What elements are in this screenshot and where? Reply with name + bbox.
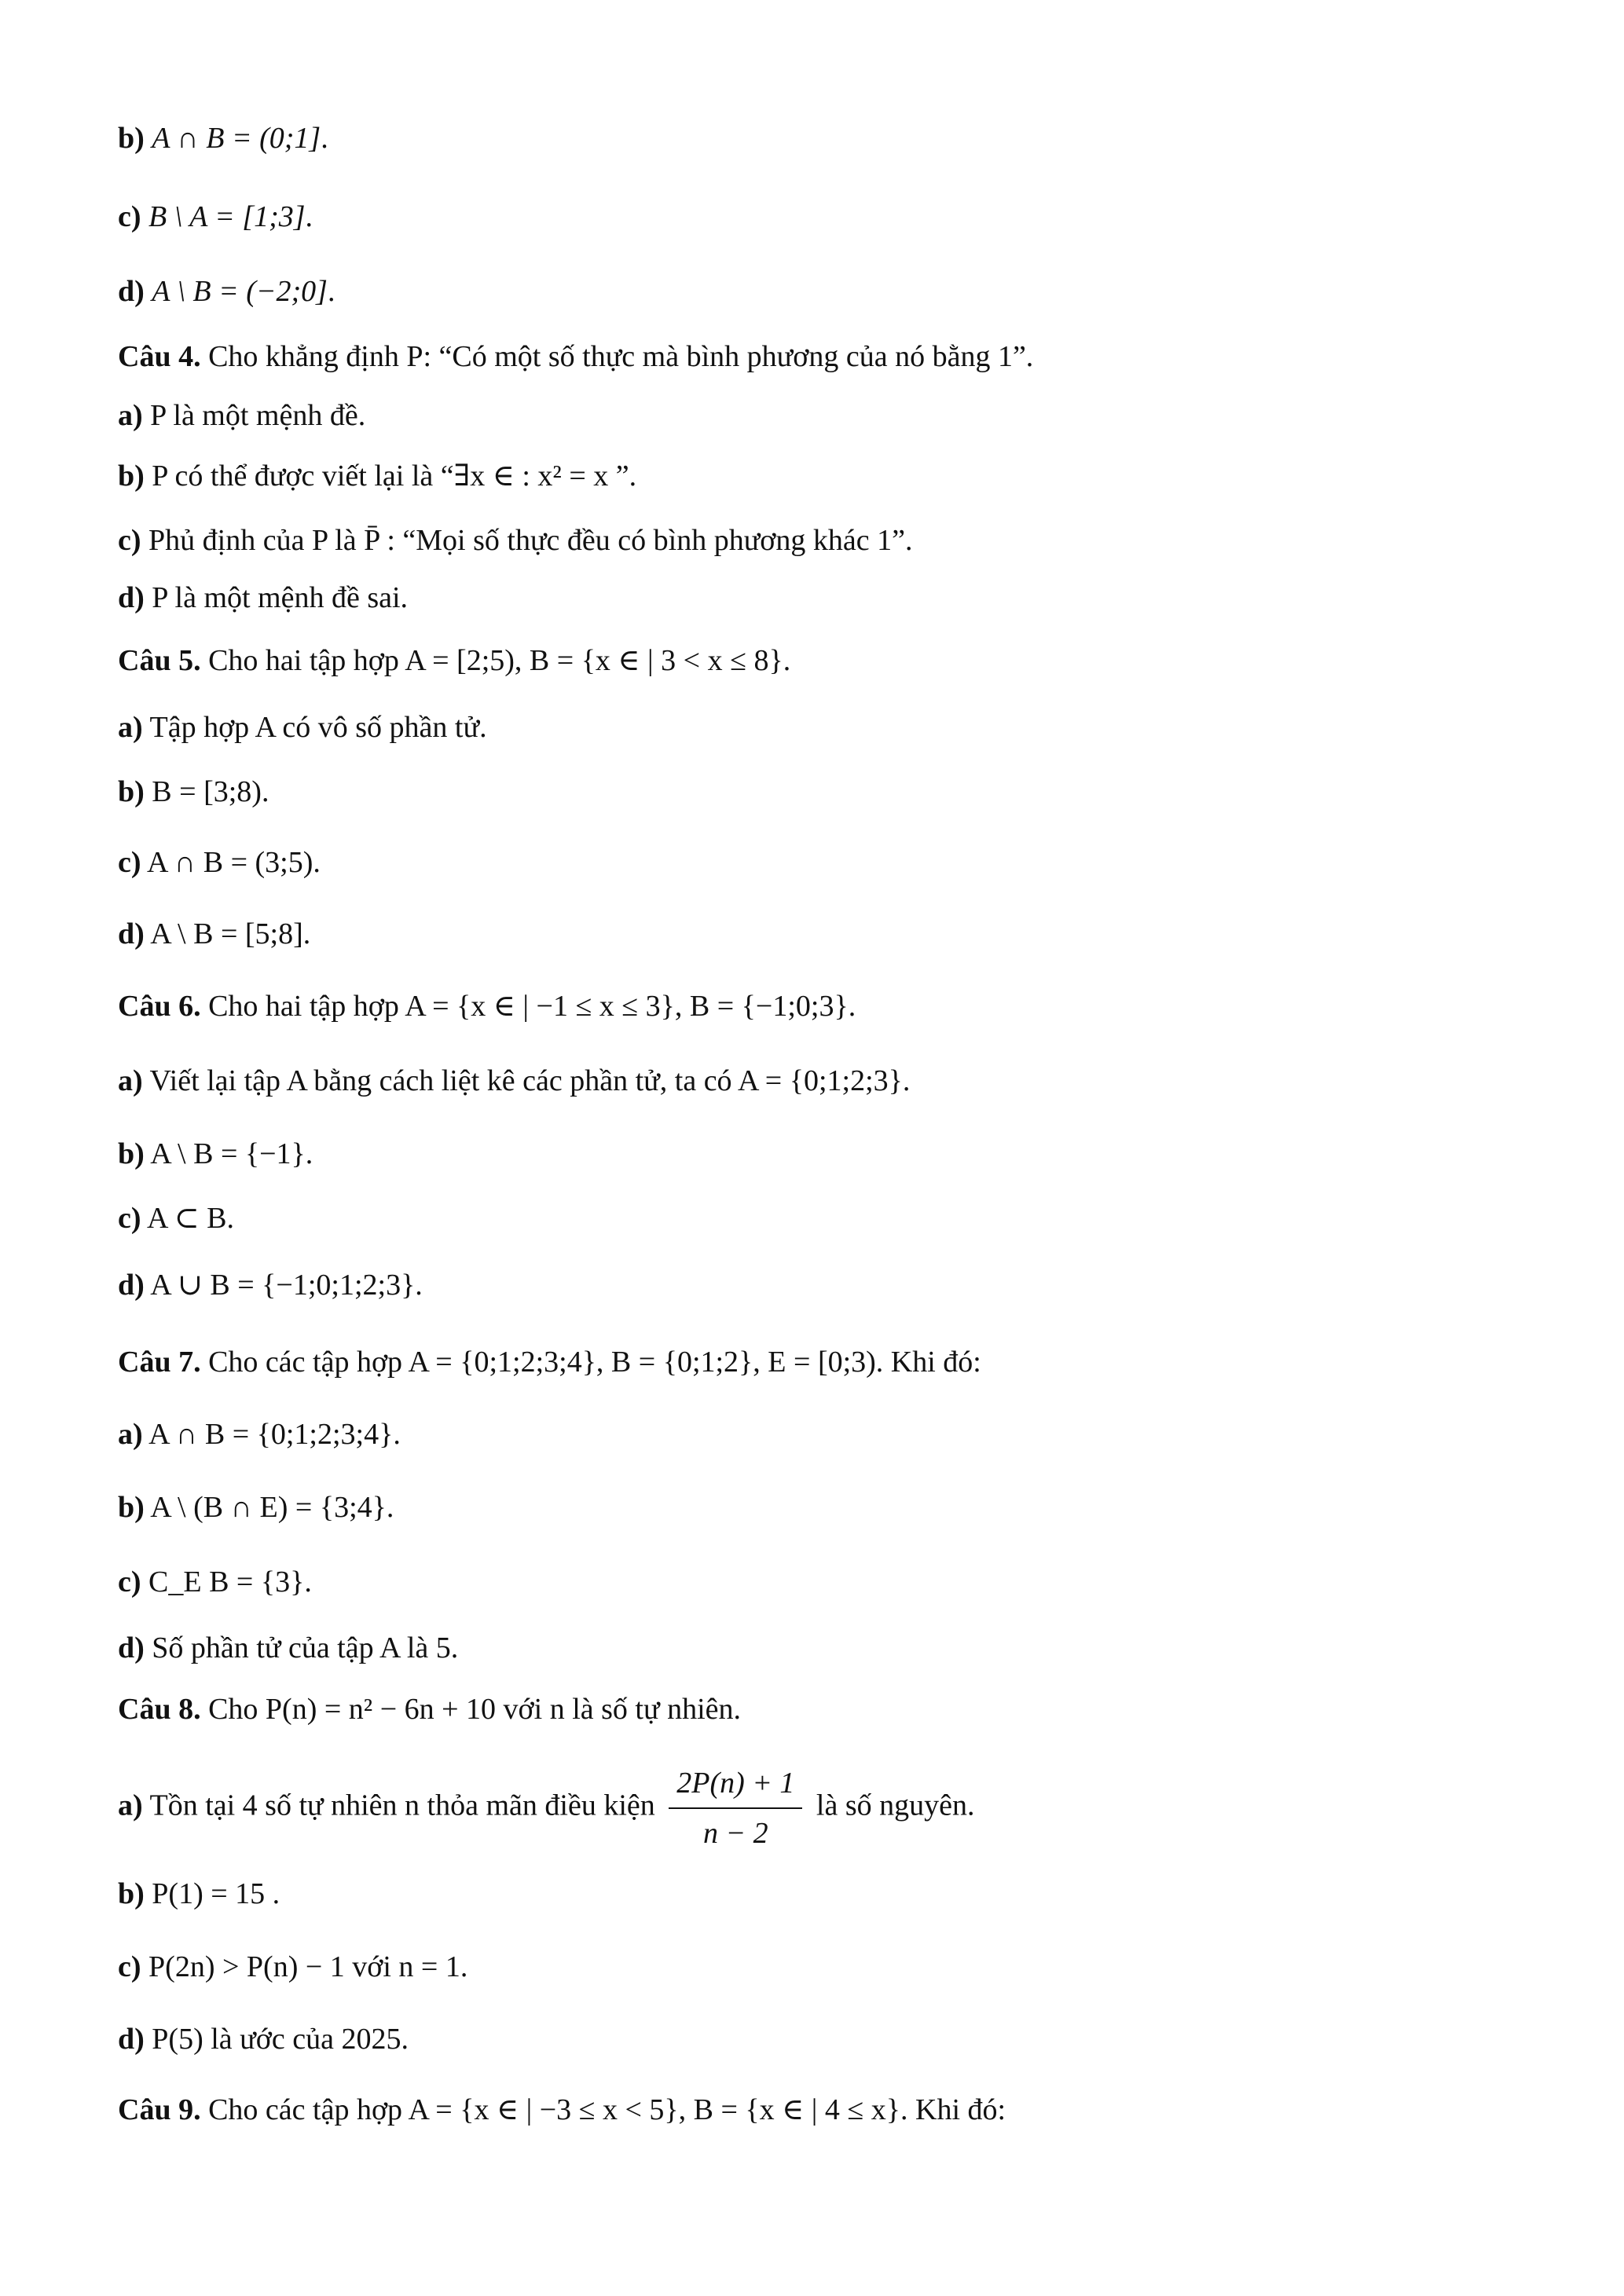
q6-stem: Câu 6. Cho hai tập hợp A = {x ∈ | −1 ≤ x ≤ 3}, B = {−1;0;3}. — [118, 990, 856, 1023]
q7-stem: Câu 7. Cho các tập hợp A = {0;1;2;3;4}, B = {0;1;2}, E = [0;3). Khi đó: — [118, 1346, 981, 1379]
q6-item-a: a) Viết lại tập A bằng cách liệt kê các phần tử, ta có A = {0;1;2;3}. — [118, 1064, 911, 1097]
q3-item-b-expr: A ∩ B = (0;1] — [152, 122, 321, 155]
q5-item-d: d) A \ B = [5;8]. — [118, 917, 311, 950]
q6-item-d: d) A ∪ B = {−1;0;1;2;3}. — [118, 1269, 423, 1302]
q5-item-c: c) A ∩ B = (3;5). — [118, 846, 321, 879]
q6-item-c: c) A ⊂ B. — [118, 1202, 234, 1235]
q8-item-c: c) P(2n) > P(n) − 1 với n = 1. — [118, 1950, 468, 1983]
q5-stem: Câu 5. Cho hai tập hợp A = [2;5), B = {x ∈ | 3 < x ≤ 8}. — [118, 644, 791, 677]
q7-item-d: d) Số phần tử của tập A là 5. — [118, 1631, 459, 1664]
q4-item-a: a) P là một mệnh đề. — [118, 399, 366, 432]
q3-item-d: d) A \ B = (−2;0]. — [118, 275, 335, 308]
q3-item-c: c) B \ A = [1;3]. — [118, 200, 313, 233]
fraction-numerator: 2P(n) + 1 — [669, 1763, 802, 1809]
q5-item-b: b) B = [3;8). — [118, 775, 269, 808]
fraction-denominator: n − 2 — [703, 1817, 768, 1850]
q8-item-d: d) P(5) là ước của 2025. — [118, 2023, 409, 2056]
q4-stem: Câu 4. Cho khẳng định P: “Có một số thực mà bình phương của nó bằng 1”. — [118, 340, 1034, 373]
q9-stem: Câu 9. Cho các tập hợp A = {x ∈ | −3 ≤ x < 5}, B = {x ∈ | 4 ≤ x}. Khi đó: — [118, 2093, 1006, 2126]
q4-item-b: b) P có thể được viết lại là “∃x ∈ : x² = x ”. — [118, 460, 637, 493]
q7-item-a: a) A ∩ B = {0;1;2;3;4}. — [118, 1418, 401, 1451]
q8-item-a: a) Tồn tại 4 số tự nhiên n thỏa mãn điều kiện $\frac{2P(n) + 1}{n - 2}$ là số nguyên. — [118, 1763, 1530, 1853]
fraction — [669, 1763, 802, 1853]
q4-item-c: c) Phủ định của P là P̄ : “Mọi số thực đều có bình phương khác 1”. — [118, 524, 913, 557]
q7-item-b: b) A \ (B ∩ E) = {3;4}. — [118, 1491, 394, 1524]
q6-item-b: b) A \ B = {−1}. — [118, 1137, 313, 1170]
q3-item-b: b) A ∩ B = (0;1]. — [118, 122, 328, 155]
q8-stem: Câu 8. Cho P(n) = n² − 6n + 10 với n là số tự nhiên. — [118, 1693, 741, 1726]
q8-item-b: b) P(1) = 15 . — [118, 1877, 280, 1910]
q5-item-a: a) Tập hợp A có vô số phần tử. — [118, 711, 487, 744]
q7-item-c: c) C_E B = {3}. — [118, 1565, 312, 1598]
q4-item-d: d) P là một mệnh đề sai. — [118, 581, 409, 614]
